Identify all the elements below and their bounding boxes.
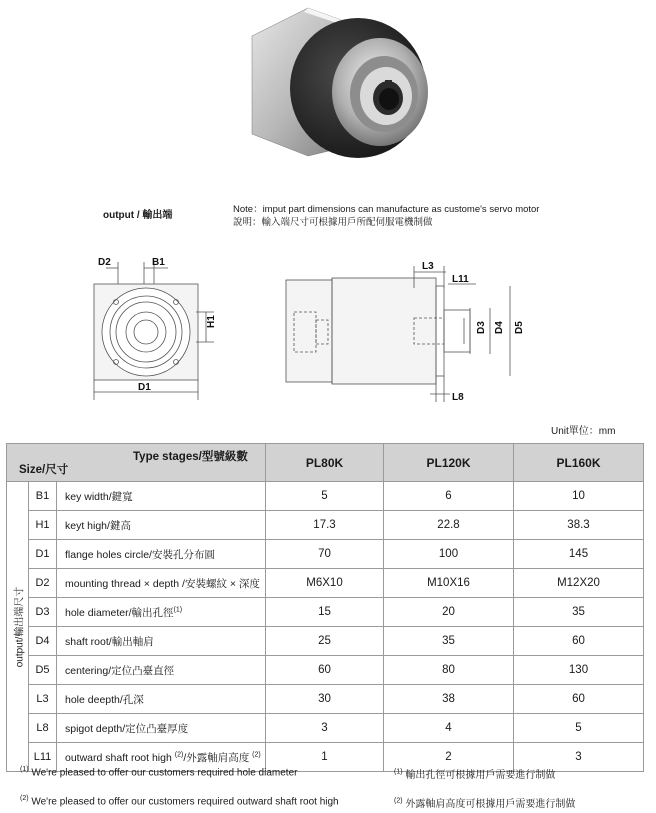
footnote-1-zh: $^{(1)}$ 輸出孔徑可根據用戶需要進行制做 bbox=[394, 768, 556, 781]
row-code: D4 bbox=[29, 627, 57, 656]
table-row bbox=[7, 540, 644, 569]
dim-d5: D5 bbox=[514, 321, 525, 334]
cell-value: 10 bbox=[514, 482, 644, 511]
row-code: H1 bbox=[29, 511, 57, 540]
cell-value: 35 bbox=[514, 598, 644, 627]
footnote-1-en: $^{(1)}$ We're pleased to offer our customers required hole diameter bbox=[20, 766, 298, 779]
header-type-stages: Type stages/型號級數 bbox=[133, 451, 248, 463]
row-desc: key width/鍵寬 bbox=[57, 482, 266, 511]
cell-value: M12X20 bbox=[514, 569, 644, 598]
row-code: L11 bbox=[29, 743, 57, 772]
row-desc: flange holes circle/安裝孔分布圓 bbox=[57, 540, 266, 569]
table-row bbox=[7, 685, 644, 714]
row-code: L3 bbox=[29, 685, 57, 714]
row-desc: outward shaft root high $^{(2)}$/外露軸肩高度 $^{(2)}$ bbox=[57, 743, 266, 772]
model-header: PL80K bbox=[266, 444, 384, 482]
note-line-en: Note：imput part dimensions can manufacture as custome's servo motor bbox=[233, 204, 540, 215]
row-desc: mounting thread × depth /安裝螺紋 × 深度 bbox=[57, 569, 266, 598]
row-desc: hole diameter/輸出孔徑$^{(1)}$ bbox=[57, 598, 266, 627]
cell-value: 4 bbox=[384, 714, 514, 743]
cell-value: 3 bbox=[266, 714, 384, 743]
note-line-zh: 說明：輸入端尺寸可根據用戶所配伺服電機制做 bbox=[233, 217, 433, 228]
cell-value: 17.3 bbox=[266, 511, 384, 540]
dim-d2: D2 bbox=[98, 257, 111, 268]
row-code: D3 bbox=[29, 598, 57, 627]
cell-value: 22.8 bbox=[384, 511, 514, 540]
gearbox-product-photo bbox=[248, 6, 438, 164]
row-desc: hole deepth/孔深 bbox=[57, 685, 266, 714]
front-view-drawing bbox=[90, 254, 220, 404]
model-header: PL120K bbox=[384, 444, 514, 482]
cell-value: 35 bbox=[384, 627, 514, 656]
cell-value: 3 bbox=[514, 743, 644, 772]
cell-value: 100 bbox=[384, 540, 514, 569]
cell-value: 15 bbox=[266, 598, 384, 627]
cell-value: 1 bbox=[266, 743, 384, 772]
cell-value: 60 bbox=[266, 656, 384, 685]
table-row bbox=[7, 627, 644, 656]
cell-value: 20 bbox=[384, 598, 514, 627]
row-desc: centering/定位凸臺直徑 bbox=[57, 656, 266, 685]
header-size: Size/尺寸 bbox=[19, 464, 69, 476]
note-text bbox=[233, 203, 539, 229]
row-code: D1 bbox=[29, 540, 57, 569]
table-row bbox=[7, 714, 644, 743]
output-label: output / 輸出端 bbox=[103, 210, 173, 221]
cell-value: M6X10 bbox=[266, 569, 384, 598]
cell-value: 2 bbox=[384, 743, 514, 772]
cell-value: 60 bbox=[514, 685, 644, 714]
cell-value: 38 bbox=[384, 685, 514, 714]
table-header-row bbox=[7, 444, 644, 482]
model-header: PL160K bbox=[514, 444, 644, 482]
footnote-2-en: $^{(2)}$ We're pleased to offer our customers required outward shaft root high bbox=[20, 795, 339, 808]
footnote-ref: (2) bbox=[252, 751, 261, 758]
footnote-2-zh: $^{(2)}$ 外露軸肩高度可根據用戶需要進行制做 bbox=[394, 797, 576, 810]
cell-value: 60 bbox=[514, 627, 644, 656]
cell-value: M10X16 bbox=[384, 569, 514, 598]
cell-value: 130 bbox=[514, 656, 644, 685]
dim-d3: D3 bbox=[476, 321, 487, 334]
cell-value: 38.3 bbox=[514, 511, 644, 540]
row-desc: spigot depth/定位凸臺厚度 bbox=[57, 714, 266, 743]
dim-h1: H1 bbox=[206, 315, 217, 328]
footnote-ref: (1) bbox=[173, 606, 183, 613]
header-size-type bbox=[7, 444, 266, 482]
table-row bbox=[7, 569, 644, 598]
output-group-label: output/輸出端尺寸 bbox=[7, 482, 29, 772]
row-code: D5 bbox=[29, 656, 57, 685]
table-row bbox=[7, 511, 644, 540]
cell-value: 70 bbox=[266, 540, 384, 569]
cell-value: 30 bbox=[266, 685, 384, 714]
cell-value: 25 bbox=[266, 627, 384, 656]
dim-l3: L3 bbox=[422, 261, 434, 272]
row-code: L8 bbox=[29, 714, 57, 743]
cell-value: 80 bbox=[384, 656, 514, 685]
unit-label: Unit單位：mm bbox=[551, 426, 616, 437]
dim-d4: D4 bbox=[494, 321, 505, 334]
dim-l8: L8 bbox=[452, 392, 464, 403]
table-row bbox=[7, 598, 644, 627]
row-code: D2 bbox=[29, 569, 57, 598]
dim-b1: B1 bbox=[152, 257, 165, 268]
cell-value: 145 bbox=[514, 540, 644, 569]
row-desc: shaft root/輸出軸肩 bbox=[57, 627, 266, 656]
footnote-ref: (2) bbox=[174, 751, 184, 758]
side-view-drawing bbox=[280, 258, 530, 408]
cell-value: 6 bbox=[384, 482, 514, 511]
row-desc: keyt high/鍵高 bbox=[57, 511, 266, 540]
row-code: B1 bbox=[29, 482, 57, 511]
cell-value: 5 bbox=[514, 714, 644, 743]
table-row bbox=[7, 656, 644, 685]
dim-l11: L11 bbox=[452, 274, 469, 285]
spec-table bbox=[6, 443, 644, 772]
cell-value: 5 bbox=[266, 482, 384, 511]
dim-d1: D1 bbox=[138, 382, 151, 393]
table-row bbox=[7, 482, 644, 511]
